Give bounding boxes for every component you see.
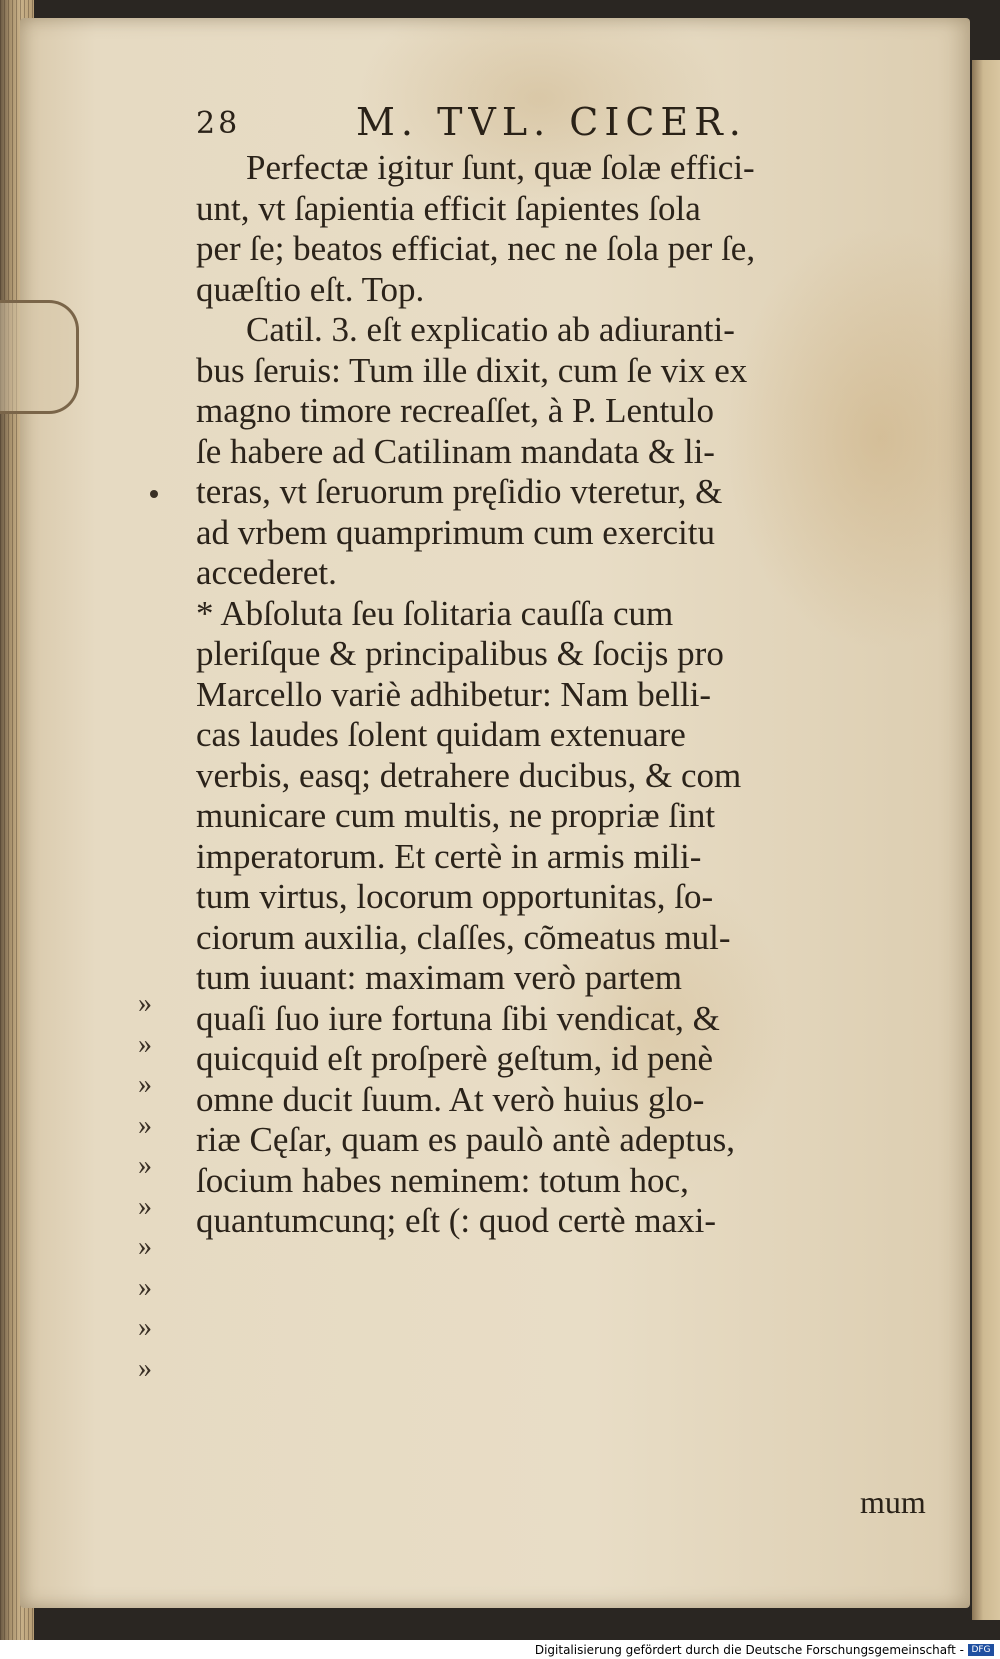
body-text bbox=[196, 148, 926, 1242]
quote-mark: » bbox=[138, 1150, 152, 1181]
text-line: cas laudes ſolent quidam extenuare bbox=[196, 715, 686, 754]
page-clip bbox=[0, 300, 79, 414]
text-line: ad vrbem quamprimum cum exercitu bbox=[196, 512, 716, 552]
text-line: unt, vt ſapientia efficit ſapientes ſola bbox=[196, 188, 701, 228]
catchword: mum bbox=[860, 1484, 926, 1520]
text-line: accederet. bbox=[196, 553, 337, 592]
text-line: quæſtio eſt. Top. bbox=[196, 269, 425, 309]
quote-mark: » bbox=[138, 1271, 152, 1303]
text-line: * Abſoluta ſeu ſolitaria cauſſa cum bbox=[196, 593, 674, 633]
quotation-marks-column bbox=[138, 988, 168, 1393]
text-line: ſocium habes neminem: totum hoc, bbox=[196, 1160, 689, 1200]
quote-mark: » bbox=[138, 1069, 152, 1100]
text-line: tum iuuant: maximam verò partem bbox=[196, 958, 682, 997]
funding-credit: Digitalisierung gefördert durch die Deutsche Forschungsgemeinschaft - bbox=[534, 1643, 964, 1657]
text-line: teras, vt ſeruorum pręſidio vteretur, & bbox=[196, 472, 723, 511]
text-line: Catil. 3. eſt explicatio ab adiuranti- bbox=[246, 310, 735, 349]
text-line: per ſe; beatos efficiat, nec ne ſola per ſe, bbox=[196, 229, 756, 268]
text-line: municare cum multis, ne propriæ ſint bbox=[196, 796, 716, 835]
quote-mark: » bbox=[138, 1028, 152, 1060]
text-line: quantumcunq; eſt (: quod certè maxi- bbox=[196, 1201, 716, 1240]
text-line: tum virtus, locorum opportunitas, ſo- bbox=[196, 877, 714, 916]
text-line: bus ſeruis: Tum ille dixit, cum ſe vix ex bbox=[196, 350, 748, 390]
dfg-logo: DFG bbox=[968, 1644, 994, 1656]
running-title: M. TVL. CICER. bbox=[356, 100, 747, 144]
ink-mark bbox=[150, 490, 158, 498]
text-line: verbis, easq; detrahere ducibus, & com bbox=[196, 755, 742, 795]
quote-mark: » bbox=[138, 988, 152, 1019]
text-line: magno timore recreaſſet, à P. Lentulo bbox=[196, 391, 715, 430]
text-line: omne ducit ſuum. At verò huius glo- bbox=[196, 1079, 705, 1119]
quote-mark: » bbox=[138, 1190, 152, 1222]
text-line: pleriſque & principalibus & ſocijs pro bbox=[196, 634, 724, 673]
quote-mark: » bbox=[138, 1312, 152, 1343]
quote-mark: » bbox=[138, 1231, 152, 1262]
text-line: Marcello variè adhibetur: Nam belli- bbox=[196, 674, 712, 714]
facing-page-edge bbox=[972, 60, 1000, 1620]
text-line: riæ Cęſar, quam es paulò antè adeptus, bbox=[196, 1120, 735, 1159]
text-line: quicquid eſt proſperè geſtum, id penè bbox=[196, 1039, 714, 1078]
page-number: 28 bbox=[196, 106, 241, 141]
quote-mark: » bbox=[138, 1352, 152, 1384]
text-line: ciorum auxilia, claſſes, cõmeatus mul- bbox=[196, 917, 731, 957]
quote-mark: » bbox=[138, 1109, 152, 1141]
text-line: imperatorum. Et certè in armis mili- bbox=[196, 836, 702, 876]
text-line: ſe habere ad Catilinam mandata & li- bbox=[196, 431, 715, 471]
text-line: Perfectæ igitur ſunt, quæ ſolæ effici- bbox=[246, 148, 755, 187]
text-line: quaſi ſuo iure fortuna ſibi vendicat, & bbox=[196, 998, 720, 1038]
